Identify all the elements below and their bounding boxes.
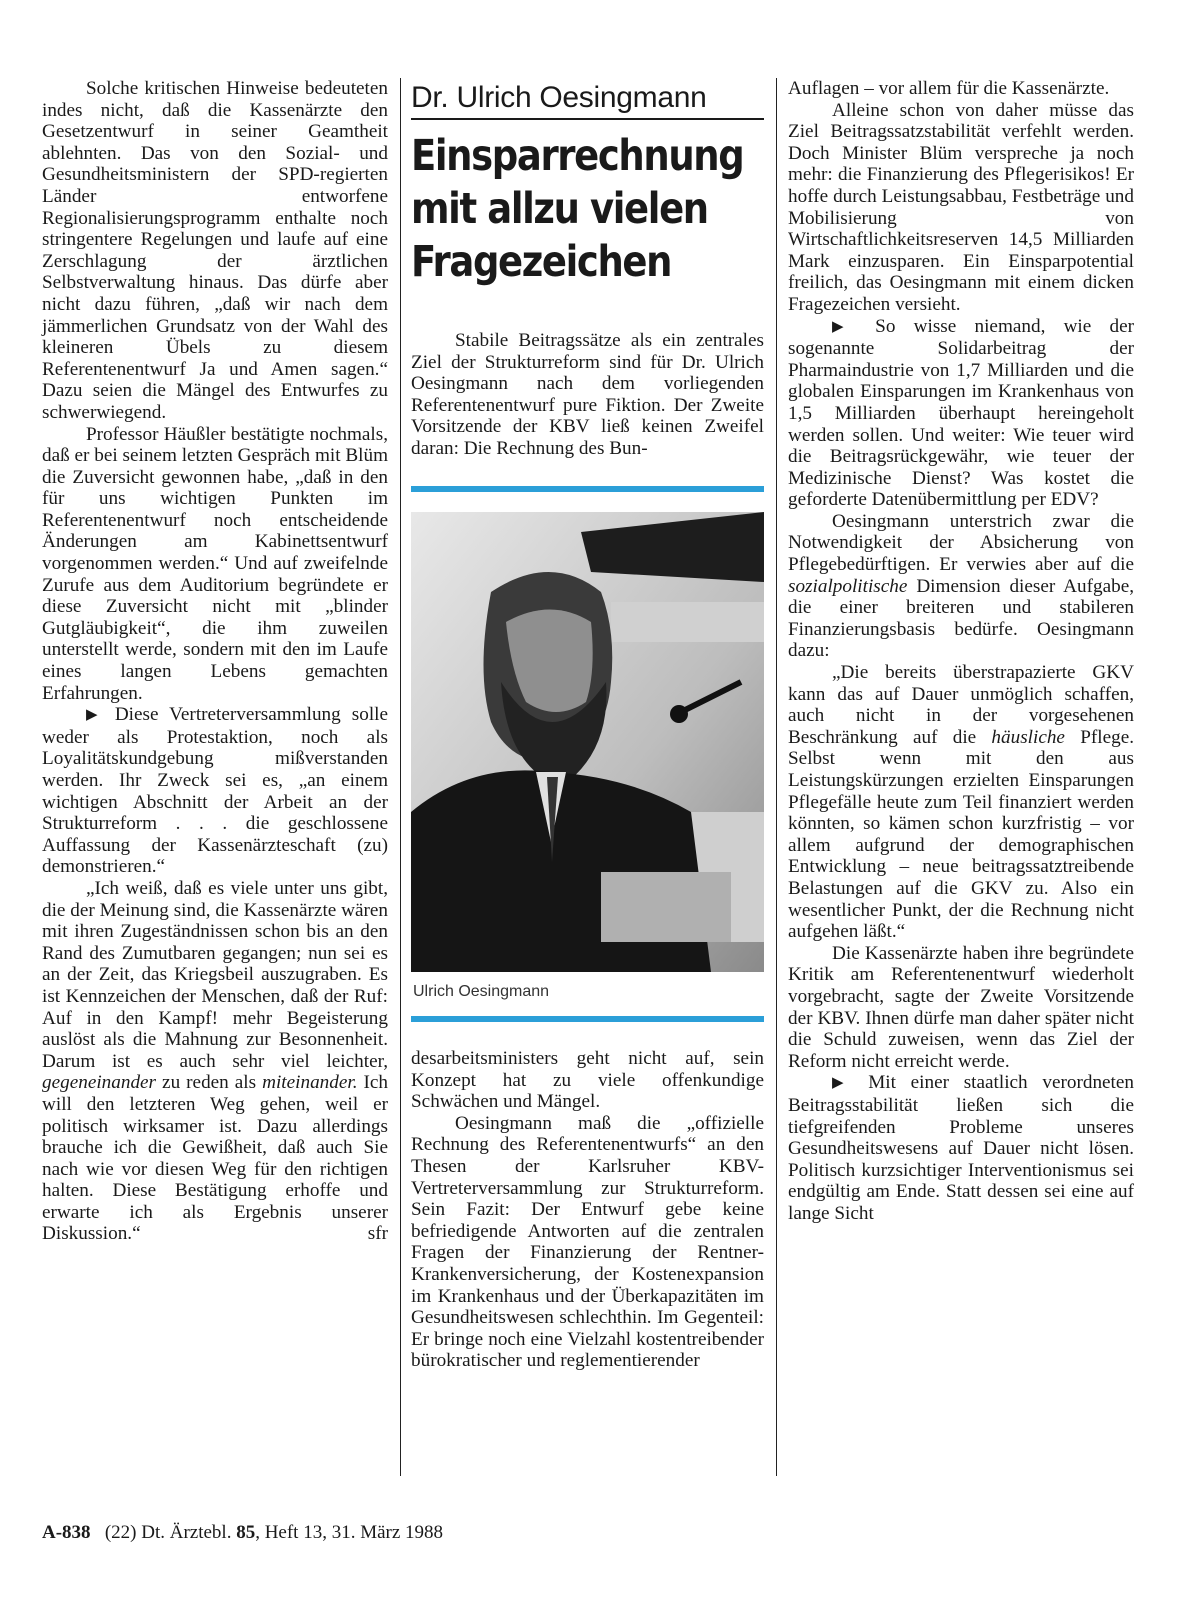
paragraph: Die Kassenärzte haben ihre begründete Kritik am Referentenentwurf wiederholt vorgebracht, sagte der Zweite Vorsitzende der KBV. Ihnen dürfe man daher später nicht die Schuld zuweisen, wenn das Ziel der Reform nicht erreicht werde.: [788, 942, 1134, 1072]
article-column-right: [788, 78, 1134, 1224]
headline: Einsparrechnung mit allzu vielen Fragezeichen: [411, 131, 744, 287]
paragraph: „Die bereits überstrapazierte GKV kann das auf Dauer unmöglich schaffen, auch nicht in der vorgesehenen Beschränkung auf die häusliche Pflege. Selbst wenn mit den aus Leistungskürzungen erzielten Einsparungen Pflegefälle heute zum Teil finanziert werden könnten, so kämen schon kurzfristig – vor allem aufgrund der demographischen Entwicklung – neue beitragssatztreibende Belastungen auf die GKV zu. Also ein wesentlicher Punkt, der die Rechnung nicht aufgehen läßt.“: [788, 662, 1135, 943]
page-footer: A-838 (22) Dt. Ärztebl. 85, Heft 13, 31. März 1988: [42, 1522, 444, 1543]
page-number: A-838: [42, 1522, 91, 1543]
article-column-middle: [411, 1048, 764, 1372]
bullet-triangle-icon: ▶: [86, 707, 104, 724]
paragraph: ▶ Diese Vertreterversammlung solle weder als Protestaktion, noch als Loyalitätskundgebung mißverstanden werden. Ihr Zweck sei es, „an einem wichtigen Abschnitt der Arbeit an der Strukturreform . . . die geschlossene Auffassung der Kassenärzteschaft (zu) demonstrieren.“: [42, 704, 388, 878]
author-signature: sfr: [367, 1223, 388, 1245]
accent-bar: [411, 486, 764, 492]
paragraph: Solche kritischen Hinweise bedeuteten indes nicht, daß die Kassenärzte den Gesetzentwurf in seiner Geamtheit ablehnten. Das von den Sozial- und Gesundheitsministern der SPD-regierten Länder entworfene Regionalisierungsprogramm enthalte noch stringentere Regelungen und laufe auf eine Zerschlagung der ärztlichen Selbstverwaltung hinaus. Das dürfe aber nicht dazu führen, „daß wir nach dem jämmerlichen Grundsatz von der Wahl des kleineren Übels zu diesem Referentenentwurf Ja und Amen sagen.“ Dazu seien die Mängel des Entwurfes zu schwerwiegend.: [42, 78, 388, 423]
paragraph: ▶ So wisse niemand, wie der sogenannte Solidarbeitrag der Pharmaindustrie von 1,7 Milliarden und die globalen Einsparungen im Krankenhaus von 1,5 Milliarden überhaupt hereingeholt werden sollen. Und weiter: Wie teuer wird die Beitragsrückgewähr, wie teuer der Medizinische Dienst? Was kostet die geforderte Datenübermittlung per EDV?: [788, 315, 1134, 511]
bullet-triangle-icon: ▶: [832, 1075, 854, 1092]
kicker-rule: [411, 118, 764, 120]
bullet-triangle-icon: ▶: [832, 318, 857, 335]
volume-number: 85: [236, 1522, 256, 1543]
article-column-left: [42, 78, 388, 1245]
paragraph: Alleine schon von daher müsse das Ziel Beitragssatzstabilität verfehlt werden. Doch Minister Blüm verspreche ja noch mehr: die Finanzierung des Pflegerisikos! Er hoffe durch Leistungsabbau, Festbeträge und Mobilisierung von Wirtschaftlichkeitsreserven 14,5 Milliarden Mark einzusparen. Ein Einsparpotential freilich, das Oesingmann mit einem dicken Fragezeichen versieht.: [788, 99, 1134, 315]
column-divider: [776, 78, 777, 1476]
paragraph: „Ich weiß, daß es viele unter uns gibt, die der Meinung sind, die Kassenärzte wären mit ihren Zugeständnissen schon bis an den Rand des Zumutbaren gegangen; nun sei es an der Zeit, das Kriegsbeil auszugraben. Es ist Kennzeichen der Menschen, daß der Ruf: Auf in den Kampf! mehr Begeisterung auslöst als die Mahnung zur Besonnenheit. Darum ist es auch sehr viel leichter, gegeneinander zu reden als miteinander. Ich will den letzteren Weg gehen, weil er politisch wirksamer ist. Dazu allerdings brauche ich die Gewißheit, daß auch Sie nach wie vor diesen Weg für den richtigen halten. Diese Bestätigung erhoffe und erwarte ich als Ergebnis unserer Diskussion.“ sfr: [42, 877, 389, 1245]
lead-paragraph: Stabile Beitragssätze als ein zentrales Ziel der Strukturreform sind für Dr. Ulrich Oesingmann nach dem vorliegenden Referentenentwurf pure Fiktion. Der Zweite Vorsitzende der KBV ließ keinen Zweifel daran: Die Rechnung des Bun-: [411, 330, 764, 459]
paragraph: Professor Häußler bestätigte nochmals, daß er bei seinem letzten Gespräch mit Blüm die Zuversicht gewonnen habe, „daß in den für uns wichtigen Punkten im Referentenentwurf noch entscheidende Änderungen am Kabinettsentwurf vorgenommen werden.“ Und auf zweifelnde Zurufe aus dem Auditorium begründete er diese Zuversicht nicht mit „blinder Gutgläubigkeit“, die ihm zuweilen unterstellt werde, sondern mit den im Laufe eines langen Lebens gemachten Erfahrungen.: [42, 423, 388, 704]
author-kicker: Dr. Ulrich Oesingmann: [411, 81, 707, 114]
paragraph: desarbeitsministers geht nicht auf, sein Konzept hat zu viele offenkundige Schwächen und Mängel.: [411, 1048, 764, 1113]
paragraph: Oesingmann unterstrich zwar die Notwendigkeit der Absicherung von Pflegebedürftigen. Er verwies aber auf die sozialpolitische Dimension dieser Aufgabe, die einer breiteren und stabileren Finanzierungsbasis bedürfe. Oesingmann dazu:: [788, 510, 1135, 662]
paragraph: Auflagen – vor allem für die Kassenärzte.: [788, 78, 1110, 99]
column-divider: [400, 78, 401, 1476]
photo-caption: Ulrich Oesingmann: [413, 983, 550, 1000]
paragraph: Oesingmann maß die „offizielle Rechnung des Referentenentwurfs“ an den Thesen der Karlsruher KBV-Vertreterversammlung zur Strukturreform. Sein Fazit: Der Entwurf gebe keine befriedigende Antworten auf die zentralen Fragen der Finanzierung der Rentner-Krankenversicherung, der Kostenexpansion im Krankenhaus und der Überkapazitäten im Gesundheitswesen schlechthin. Im Gegenteil: Er bringe noch eine Vielzahl kostentreibender bürokratischer und reglementierender: [411, 1112, 764, 1372]
paragraph: ▶ Mit einer staatlich verordneten Beitragsstabilität ließen sich die tiefgreifenden Probleme unseres Gesundheitswesens auf Dauer nicht lösen. Politisch kurzsichtiger Interventionismus sei endgültig am Ende. Statt dessen sei eine auf lange Sicht: [788, 1072, 1134, 1224]
portrait-photo: [411, 512, 764, 972]
accent-bar: [411, 1016, 764, 1022]
issue-info: (22) Dt. Ärztebl.: [104, 1522, 232, 1543]
